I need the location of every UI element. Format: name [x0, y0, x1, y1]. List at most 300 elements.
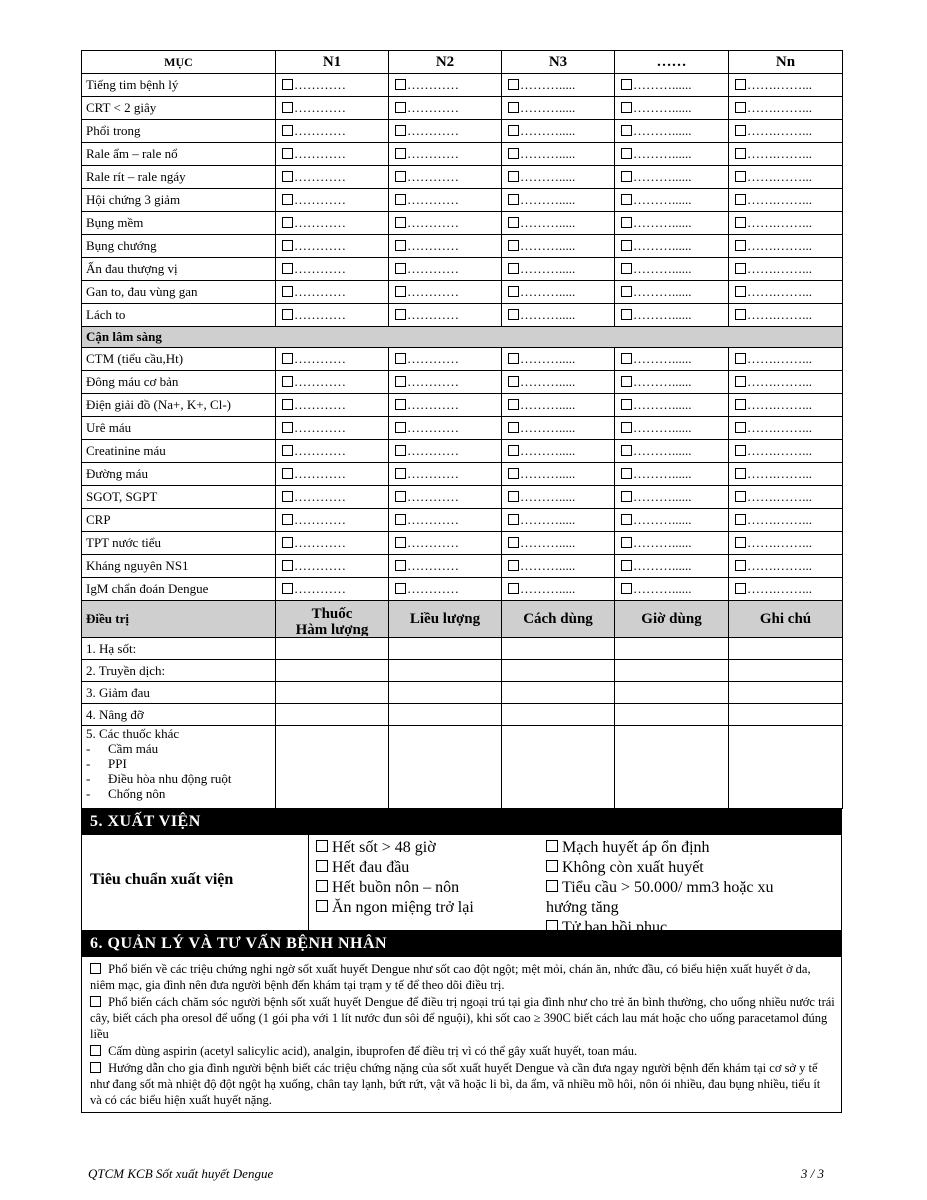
treatment-input-cell[interactable]: [502, 638, 615, 660]
check-cell[interactable]: [276, 235, 389, 258]
fill-in-dots: ………......: [633, 443, 692, 458]
treatment-input-cell[interactable]: [389, 682, 502, 704]
check-cell[interactable]: [615, 417, 729, 440]
discharge-right-list: [546, 838, 836, 938]
checkbox-icon[interactable]: [735, 240, 746, 251]
treatment-input-cell[interactable]: [615, 660, 729, 682]
checkbox-icon[interactable]: [735, 217, 746, 228]
check-cell[interactable]: [729, 394, 843, 417]
checkbox-icon[interactable]: [621, 79, 632, 90]
fill-in-dots: ……….....: [520, 169, 576, 184]
check-cell[interactable]: [389, 97, 502, 120]
check-cell[interactable]: [389, 189, 502, 212]
checkbox-icon[interactable]: [508, 286, 519, 297]
check-cell[interactable]: [276, 417, 389, 440]
check-cell[interactable]: [615, 440, 729, 463]
fill-in-dots: …………: [294, 261, 346, 276]
check-cell[interactable]: [276, 189, 389, 212]
treatment-input-cell[interactable]: [502, 704, 615, 726]
check-cell[interactable]: [389, 555, 502, 578]
checkbox-icon[interactable]: [395, 445, 406, 456]
fill-in-dots: …….……...: [747, 169, 812, 184]
fill-in-dots: …………: [294, 351, 346, 366]
checkbox-icon[interactable]: [735, 263, 746, 274]
treatment-input-cell[interactable]: [615, 638, 729, 660]
checkbox-icon[interactable]: [316, 840, 328, 852]
checkbox-icon[interactable]: [621, 468, 632, 479]
checkbox-icon[interactable]: [282, 537, 293, 548]
checkbox-icon[interactable]: [735, 79, 746, 90]
checkbox-icon[interactable]: [508, 445, 519, 456]
check-cell[interactable]: [276, 348, 389, 371]
discharge-criterion[interactable]: Hết buồn nôn – nôn: [316, 878, 474, 898]
check-cell[interactable]: [276, 304, 389, 327]
check-cell[interactable]: [729, 532, 843, 555]
checkbox-icon[interactable]: [621, 148, 632, 159]
checkbox-icon[interactable]: [621, 514, 632, 525]
checkbox-icon[interactable]: [735, 491, 746, 502]
checkbox-icon[interactable]: [395, 125, 406, 136]
checkbox-icon[interactable]: [735, 286, 746, 297]
checkbox-icon[interactable]: [90, 963, 101, 974]
checkbox-icon[interactable]: [621, 102, 632, 113]
checkbox-icon[interactable]: [735, 399, 746, 410]
checkbox-icon[interactable]: [395, 240, 406, 251]
checkbox-icon[interactable]: [621, 399, 632, 410]
fill-in-dots: …………: [407, 558, 459, 573]
checkbox-icon[interactable]: [395, 376, 406, 387]
check-cell[interactable]: [729, 235, 843, 258]
checkbox-icon[interactable]: [395, 286, 406, 297]
checkbox-icon[interactable]: [282, 125, 293, 136]
fill-in-dots: …………: [294, 489, 346, 504]
check-cell[interactable]: [389, 74, 502, 97]
check-cell[interactable]: [615, 143, 729, 166]
check-cell[interactable]: [502, 486, 615, 509]
check-cell[interactable]: [502, 281, 615, 304]
checkbox-icon[interactable]: [508, 148, 519, 159]
checkbox-icon[interactable]: [90, 1062, 101, 1073]
check-cell[interactable]: [729, 258, 843, 281]
checkbox-icon[interactable]: [395, 583, 406, 594]
check-cell[interactable]: [615, 235, 729, 258]
check-cell[interactable]: [389, 212, 502, 235]
treatment-input-cell[interactable]: [729, 638, 843, 660]
check-cell[interactable]: [729, 578, 843, 601]
checkbox-icon[interactable]: [395, 560, 406, 571]
check-cell[interactable]: [502, 417, 615, 440]
checkbox-icon[interactable]: [282, 560, 293, 571]
check-cell[interactable]: [502, 578, 615, 601]
treatment-input-cell[interactable]: [729, 682, 843, 704]
checkbox-icon[interactable]: [508, 353, 519, 364]
checkbox-icon[interactable]: [282, 171, 293, 182]
checkbox-icon[interactable]: [735, 353, 746, 364]
check-cell[interactable]: [389, 348, 502, 371]
fill-in-dots: ………......: [633, 215, 692, 230]
checkbox-icon[interactable]: [621, 263, 632, 274]
check-cell[interactable]: [729, 120, 843, 143]
check-cell[interactable]: [389, 304, 502, 327]
checkbox-icon[interactable]: [282, 309, 293, 320]
check-cell[interactable]: [615, 166, 729, 189]
check-cell[interactable]: [276, 120, 389, 143]
check-cell[interactable]: [276, 143, 389, 166]
checkbox-icon[interactable]: [316, 900, 328, 912]
check-cell[interactable]: [389, 440, 502, 463]
fill-in-dots: …………: [294, 466, 346, 481]
check-cell[interactable]: [276, 74, 389, 97]
checkbox-icon[interactable]: [621, 491, 632, 502]
checkbox-icon[interactable]: [621, 445, 632, 456]
lab-section-title: Cận lâm sàng: [82, 327, 843, 348]
checkbox-icon[interactable]: [395, 422, 406, 433]
fill-in-dots: ………......: [633, 374, 692, 389]
check-cell[interactable]: [389, 532, 502, 555]
check-cell[interactable]: [276, 371, 389, 394]
check-cell[interactable]: [729, 371, 843, 394]
discharge-criterion[interactable]: Hết sốt > 48 giờ: [316, 838, 474, 858]
check-cell[interactable]: [729, 97, 843, 120]
check-cell[interactable]: [729, 74, 843, 97]
checkbox-icon[interactable]: [282, 583, 293, 594]
checkbox-icon[interactable]: [395, 217, 406, 228]
col-header-n3: N3: [502, 51, 615, 74]
fill-in-dots: …………: [407, 215, 459, 230]
check-cell[interactable]: [502, 394, 615, 417]
check-cell[interactable]: [615, 509, 729, 532]
check-cell[interactable]: [729, 417, 843, 440]
checkbox-icon[interactable]: [735, 125, 746, 136]
treatment-input-cell[interactable]: [615, 726, 729, 809]
check-cell[interactable]: [389, 509, 502, 532]
treatment-input-cell[interactable]: [276, 682, 389, 704]
check-cell[interactable]: [389, 143, 502, 166]
treatment-input-cell[interactable]: [276, 726, 389, 809]
check-cell[interactable]: [502, 304, 615, 327]
checkbox-icon[interactable]: [508, 537, 519, 548]
checkbox-icon[interactable]: [90, 996, 101, 1007]
checkbox-icon[interactable]: [395, 537, 406, 548]
checkbox-icon[interactable]: [508, 194, 519, 205]
check-cell[interactable]: [502, 258, 615, 281]
table-row: [82, 166, 843, 189]
checkbox-icon[interactable]: [621, 353, 632, 364]
discharge-criterion[interactable]: Tiểu cầu > 50.000/ mm3 hoặc xu: [546, 878, 836, 898]
check-cell[interactable]: [502, 120, 615, 143]
check-cell[interactable]: [615, 394, 729, 417]
checkbox-icon[interactable]: [735, 514, 746, 525]
checkbox-icon[interactable]: [621, 286, 632, 297]
checkbox-icon[interactable]: [282, 217, 293, 228]
checkbox-icon[interactable]: [621, 217, 632, 228]
checkbox-icon[interactable]: [282, 399, 293, 410]
checkbox-icon[interactable]: [621, 560, 632, 571]
check-cell[interactable]: [276, 486, 389, 509]
advice-item: Cấm dùng aspirin (acetyl salicylic acid), analgin, ibuprofen để điều trị vì có thể gây xuất huyết, toan máu.: [90, 1043, 835, 1059]
check-cell[interactable]: [729, 189, 843, 212]
discharge-criterion[interactable]: Ăn ngon miệng trở lại: [316, 898, 474, 918]
check-cell[interactable]: [389, 417, 502, 440]
row-label: Rale rít – rale ngáy: [82, 166, 276, 189]
check-cell[interactable]: [615, 348, 729, 371]
checkbox-icon[interactable]: [395, 171, 406, 182]
checkbox-icon[interactable]: [395, 263, 406, 274]
checkbox-icon[interactable]: [282, 353, 293, 364]
checkbox-icon[interactable]: [621, 240, 632, 251]
checkbox-icon[interactable]: [282, 79, 293, 90]
checkbox-icon[interactable]: [508, 217, 519, 228]
check-cell[interactable]: [615, 371, 729, 394]
check-cell[interactable]: [502, 509, 615, 532]
check-cell[interactable]: [729, 166, 843, 189]
fill-in-dots: ……….....: [520, 489, 576, 504]
treatment-input-cell[interactable]: [729, 704, 843, 726]
check-cell[interactable]: [615, 304, 729, 327]
check-cell[interactable]: [276, 394, 389, 417]
check-cell[interactable]: [276, 555, 389, 578]
fill-in-dots: ………......: [633, 558, 692, 573]
treatment-input-cell[interactable]: [389, 638, 502, 660]
check-cell[interactable]: [502, 235, 615, 258]
check-cell[interactable]: [729, 143, 843, 166]
table-row: [82, 189, 843, 212]
check-cell[interactable]: [276, 166, 389, 189]
treatment-input-cell[interactable]: [276, 704, 389, 726]
checkbox-icon[interactable]: [395, 309, 406, 320]
discharge-criterion[interactable]: Không còn xuất huyết: [546, 858, 836, 878]
check-cell[interactable]: [276, 463, 389, 486]
checkbox-icon[interactable]: [735, 376, 746, 387]
checkbox-icon[interactable]: [508, 422, 519, 433]
fill-in-dots: …………: [294, 512, 346, 527]
treatment-input-cell[interactable]: [502, 726, 615, 809]
checkbox-icon[interactable]: [508, 102, 519, 113]
treatment-input-cell[interactable]: [615, 704, 729, 726]
fill-in-dots: …….……...: [747, 558, 812, 573]
check-cell[interactable]: [502, 212, 615, 235]
treatment-input-cell[interactable]: [276, 660, 389, 682]
treatment-input-cell[interactable]: [389, 704, 502, 726]
fill-in-dots: …………: [407, 123, 459, 138]
check-cell[interactable]: [615, 212, 729, 235]
checkbox-icon[interactable]: [395, 468, 406, 479]
check-cell[interactable]: [615, 532, 729, 555]
check-cell[interactable]: [502, 371, 615, 394]
checkbox-icon[interactable]: [546, 920, 558, 932]
checkbox-icon[interactable]: [621, 422, 632, 433]
checkbox-icon[interactable]: [316, 880, 328, 892]
checkbox-icon[interactable]: [282, 445, 293, 456]
checkbox-icon[interactable]: [282, 514, 293, 525]
checkbox-icon[interactable]: [395, 491, 406, 502]
treatment-input-cell[interactable]: [502, 682, 615, 704]
check-cell[interactable]: [615, 97, 729, 120]
checkbox-icon[interactable]: [621, 309, 632, 320]
checkbox-icon[interactable]: [621, 537, 632, 548]
check-cell[interactable]: [729, 509, 843, 532]
check-cell[interactable]: [389, 578, 502, 601]
check-cell[interactable]: [389, 463, 502, 486]
treatment-input-cell[interactable]: [729, 726, 843, 809]
checkbox-icon[interactable]: [621, 194, 632, 205]
check-cell[interactable]: [276, 578, 389, 601]
check-cell[interactable]: [389, 258, 502, 281]
checkbox-icon[interactable]: [621, 376, 632, 387]
check-cell[interactable]: [276, 97, 389, 120]
check-cell[interactable]: [729, 212, 843, 235]
check-cell[interactable]: [389, 394, 502, 417]
checkbox-icon[interactable]: [395, 194, 406, 205]
check-cell[interactable]: [729, 440, 843, 463]
checkbox-icon[interactable]: [282, 263, 293, 274]
check-cell[interactable]: [615, 578, 729, 601]
check-cell[interactable]: [729, 348, 843, 371]
treatment-input-cell[interactable]: [502, 660, 615, 682]
check-cell[interactable]: [389, 371, 502, 394]
checkbox-icon[interactable]: [395, 353, 406, 364]
checkbox-icon[interactable]: [282, 102, 293, 113]
check-cell[interactable]: [389, 120, 502, 143]
checkbox-icon[interactable]: [508, 399, 519, 410]
checkbox-icon[interactable]: [282, 286, 293, 297]
checkbox-icon[interactable]: [735, 309, 746, 320]
checkbox-icon[interactable]: [508, 171, 519, 182]
checkbox-icon[interactable]: [735, 537, 746, 548]
checkbox-icon[interactable]: [508, 125, 519, 136]
checkbox-icon[interactable]: [508, 468, 519, 479]
fill-in-dots: ……….....: [520, 420, 576, 435]
check-cell[interactable]: [502, 189, 615, 212]
checkbox-icon[interactable]: [395, 79, 406, 90]
check-cell[interactable]: [615, 258, 729, 281]
checkbox-icon[interactable]: [735, 468, 746, 479]
check-cell[interactable]: [615, 74, 729, 97]
checkbox-icon[interactable]: [90, 1045, 101, 1056]
check-cell[interactable]: [389, 486, 502, 509]
checkbox-icon[interactable]: [316, 860, 328, 872]
checkbox-icon[interactable]: [282, 422, 293, 433]
checkbox-icon[interactable]: [735, 583, 746, 594]
checkbox-icon[interactable]: [621, 171, 632, 182]
checkbox-icon[interactable]: [282, 240, 293, 251]
checkbox-icon[interactable]: [282, 468, 293, 479]
table-row: [82, 304, 843, 327]
check-cell[interactable]: [615, 463, 729, 486]
checkbox-icon[interactable]: [546, 840, 558, 852]
checkbox-icon[interactable]: [508, 376, 519, 387]
check-cell[interactable]: [389, 166, 502, 189]
checkbox-icon[interactable]: [508, 263, 519, 274]
checkbox-icon[interactable]: [508, 583, 519, 594]
check-cell[interactable]: [502, 440, 615, 463]
checkbox-icon[interactable]: [508, 560, 519, 571]
checkbox-icon[interactable]: [282, 491, 293, 502]
fill-in-dots: …………: [407, 284, 459, 299]
check-cell[interactable]: [389, 281, 502, 304]
check-cell[interactable]: [502, 166, 615, 189]
check-cell[interactable]: [276, 258, 389, 281]
checkbox-icon[interactable]: [508, 79, 519, 90]
checkbox-icon[interactable]: [735, 171, 746, 182]
check-cell[interactable]: [729, 304, 843, 327]
checkbox-icon[interactable]: [395, 399, 406, 410]
checkbox-icon[interactable]: [508, 309, 519, 320]
check-cell[interactable]: [502, 143, 615, 166]
check-cell[interactable]: [729, 463, 843, 486]
check-cell[interactable]: [729, 281, 843, 304]
checkbox-icon[interactable]: [546, 880, 558, 892]
treatment-header-usage: Cách dùng: [502, 601, 615, 638]
fill-in-dots: ……….....: [520, 558, 576, 573]
checkbox-icon[interactable]: [735, 194, 746, 205]
checkbox-icon[interactable]: [735, 148, 746, 159]
check-cell[interactable]: [276, 281, 389, 304]
fill-in-dots: …………: [294, 100, 346, 115]
document-page: [81, 50, 842, 1113]
checkbox-icon[interactable]: [735, 102, 746, 113]
checkbox-icon[interactable]: [508, 240, 519, 251]
check-cell[interactable]: [502, 555, 615, 578]
check-cell[interactable]: [276, 509, 389, 532]
checkbox-icon[interactable]: [621, 583, 632, 594]
check-cell[interactable]: [729, 486, 843, 509]
check-cell[interactable]: [729, 555, 843, 578]
checkbox-icon[interactable]: [508, 491, 519, 502]
table-row: [82, 463, 843, 486]
checkbox-icon[interactable]: [282, 148, 293, 159]
row-label: Urê máu: [82, 417, 276, 440]
check-cell[interactable]: [615, 189, 729, 212]
discharge-criterion[interactable]: Mạch huyết áp ổn định: [546, 838, 836, 858]
check-cell[interactable]: [389, 235, 502, 258]
check-cell[interactable]: [276, 440, 389, 463]
check-cell[interactable]: [502, 74, 615, 97]
checkbox-icon[interactable]: [735, 422, 746, 433]
check-cell[interactable]: [502, 348, 615, 371]
treatment-input-cell[interactable]: [276, 638, 389, 660]
checkbox-icon[interactable]: [282, 194, 293, 205]
check-cell[interactable]: [502, 97, 615, 120]
fill-in-dots: ……….....: [520, 351, 576, 366]
treatment-input-cell[interactable]: [389, 660, 502, 682]
check-cell[interactable]: [615, 120, 729, 143]
treatment-input-cell[interactable]: [729, 660, 843, 682]
treatment-input-cell[interactable]: [615, 682, 729, 704]
check-cell[interactable]: [276, 532, 389, 555]
checkbox-icon[interactable]: [621, 125, 632, 136]
check-cell[interactable]: [502, 532, 615, 555]
fill-in-dots: …………: [407, 512, 459, 527]
check-cell[interactable]: [615, 281, 729, 304]
checkbox-icon[interactable]: [508, 514, 519, 525]
discharge-criterion[interactable]: Tử ban hồi phục: [546, 918, 836, 938]
check-cell[interactable]: [502, 463, 615, 486]
checkbox-icon[interactable]: [395, 148, 406, 159]
checkbox-icon[interactable]: [735, 445, 746, 456]
check-cell[interactable]: [276, 212, 389, 235]
check-cell[interactable]: [615, 555, 729, 578]
checkbox-icon[interactable]: [395, 102, 406, 113]
discharge-criterion[interactable]: Hết đau đầu: [316, 858, 474, 878]
check-cell[interactable]: [615, 486, 729, 509]
treatment-input-cell[interactable]: [389, 726, 502, 809]
checkbox-icon[interactable]: [546, 860, 558, 872]
checkbox-icon[interactable]: [735, 560, 746, 571]
checkbox-icon[interactable]: [395, 514, 406, 525]
management-advice: [81, 957, 842, 1113]
checkbox-icon[interactable]: [282, 376, 293, 387]
